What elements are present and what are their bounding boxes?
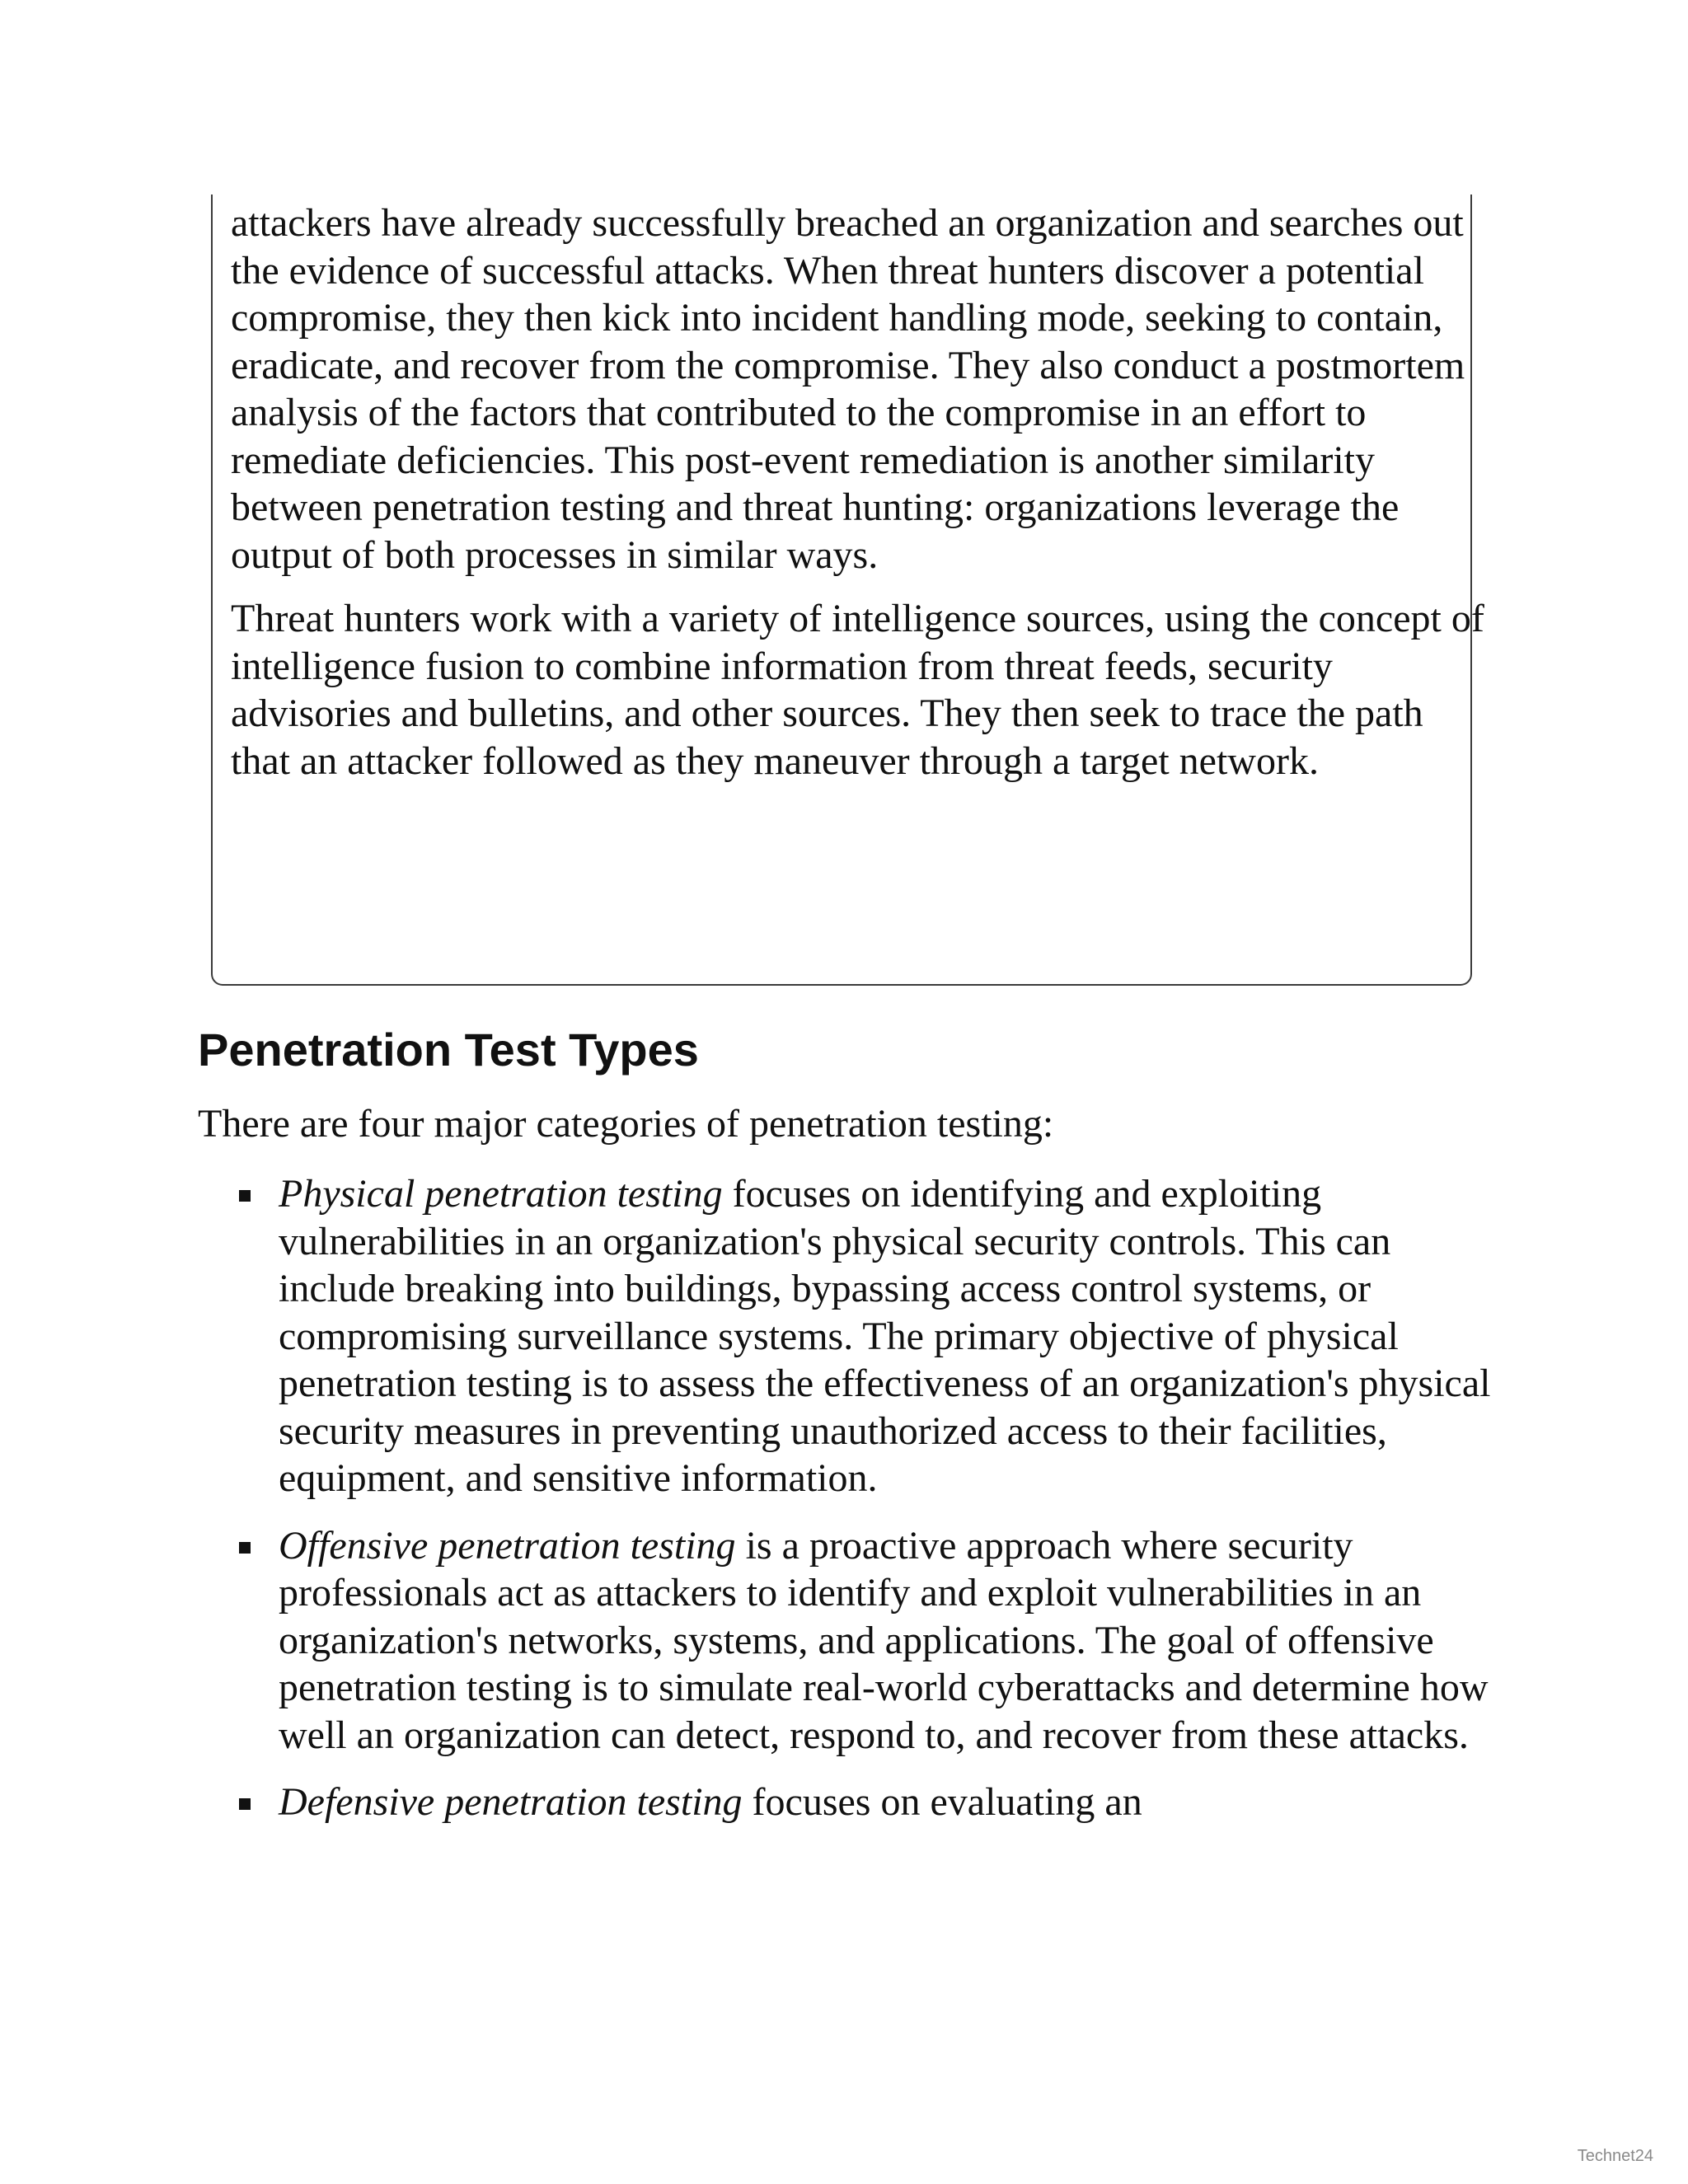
square-bullet-icon [239,1542,251,1554]
list-item-text: focuses on identifying and exploiting vulnerabilities in an organization's physical security controls. This can include breaking into buildings, bypassing access control systems, or compromising surveillance systems. The primary objective of physical penetration testing is to assess the effectiveness of an organization's physical security measures in preventing unauthorized access to their facilities, equipment, and sensitive information. [279,1172,1491,1500]
sidebar-paragraph-2: Threat hunters work with a variety of intelligence sources, using the concept of intelligence fusion to combine information from threat feeds, security advisories and bulletins, and other sources. They then seek to trace the path that an attacker followed as they maneuver through a target network. [231,597,1484,783]
list-item-text: focuses on evaluating an [742,1780,1142,1824]
square-bullet-icon [239,1190,251,1202]
sidebar-box [211,194,1484,986]
list-item [232,1522,1502,1760]
watermark: Technet24 [1577,2147,1653,2165]
sidebar-paragraph-1: attackers have already successfully breached an organization and searches out the evidence of successful attacks. When threat hunters discover a potential compromise, they then kick into incident handling mode, seeking to contain, eradicate, and recover from the compromise. They also conduct a postmortem analysis of the factors that contributed to the compromise in an effort to remediate deficiencies. This post-event remediation is another similarity between penetration testing and threat hunting: organizations leverage the output of both processes in similar ways. [231,201,1465,577]
section-intro: There are four major categories of penetration testing: [198,1102,1054,1146]
list-item-term: Offensive penetration testing [279,1523,736,1568]
list-item [232,1170,1502,1502]
list-item-term: Defensive penetration testing [279,1780,743,1824]
list-item-text: is a proactive approach where security professionals act as attackers to identify and exploit vulnerabilities in an organization's networks, systems, and applications. The goal of offensive penetration testing is to simulate real-world cyberattacks and determine how well an organization can detect, respond to, and recover from these attacks. [279,1523,1489,1757]
test-types-list [232,1170,1502,1846]
section-heading: Penetration Test Types [198,1024,699,1076]
list-item [232,1779,1502,1826]
square-bullet-icon [239,1798,251,1810]
list-item-term: Physical penetration testing [279,1172,723,1216]
